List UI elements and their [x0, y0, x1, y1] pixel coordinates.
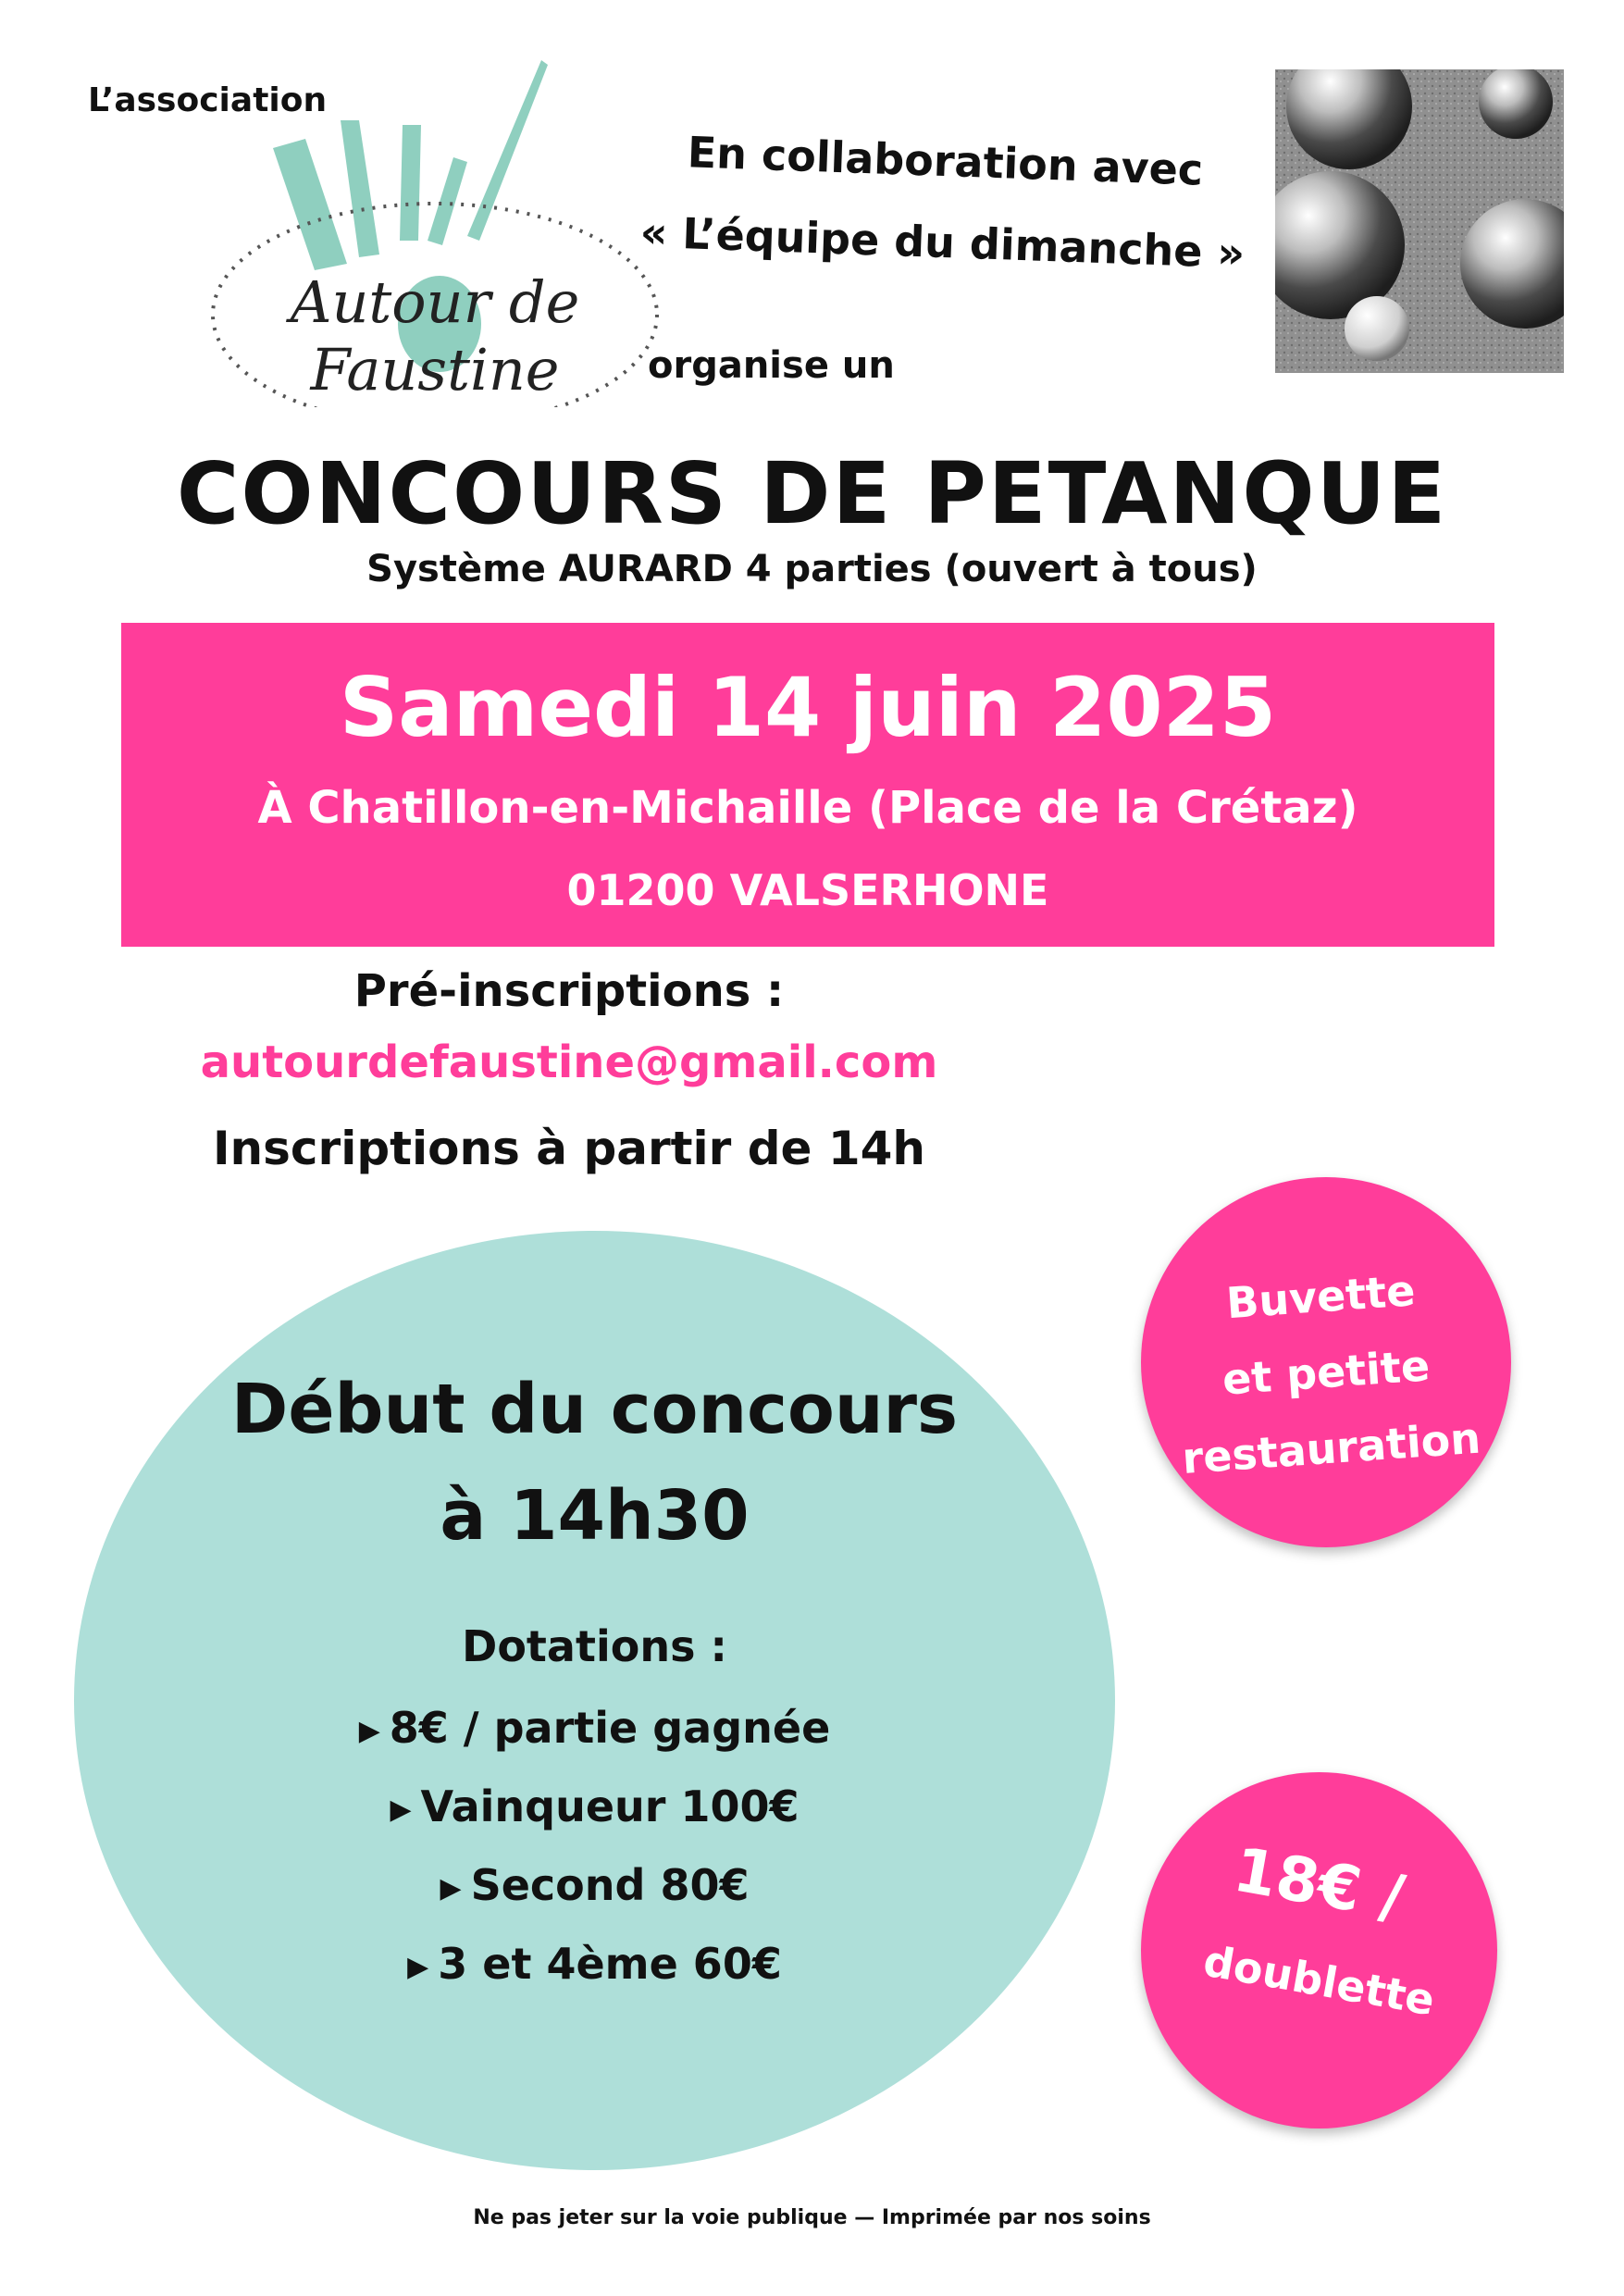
event-city: 01200 VALSERHONE	[566, 865, 1049, 915]
buvette-text	[1134, 1246, 1519, 1498]
triangle-right-icon: ▶	[407, 1951, 429, 1983]
contest-start-time: à 14h30	[440, 1476, 750, 1556]
organise-label: organise un	[648, 344, 895, 387]
registration-time: Inscriptions à partir de 14h	[212, 1122, 926, 1175]
event-date: Samedi 14 juin 2025	[339, 660, 1277, 755]
dotation-item: ▶ 3 et 4ème 60€	[407, 1939, 782, 1989]
footer-note: Ne pas jeter sur la voie publique — Imprimée par nos soins	[473, 2206, 1151, 2229]
buvette-line: restauration	[1180, 1412, 1482, 1483]
collaboration-line: En collaboration avec	[686, 127, 1205, 195]
price-unit: doublette	[1199, 1935, 1439, 2026]
event-banner	[121, 623, 1494, 947]
buvette-line: et petite	[1221, 1340, 1432, 1405]
collaboration-block	[608, 108, 1280, 294]
preregistration-label: Pré-inscriptions :	[353, 965, 785, 1017]
contact-email-link[interactable]: autourdefaustine@gmail.com	[200, 1036, 938, 1088]
buvette-line: Buvette	[1224, 1265, 1417, 1329]
contest-start-label: Début du concours	[230, 1370, 959, 1449]
page-title: CONCOURS DE PETANQUE	[176, 444, 1448, 543]
price-badge	[1141, 1772, 1497, 2128]
partner-name: « L’équipe du dimanche »	[638, 206, 1246, 279]
page-subtitle: Système AURARD 4 parties (ouvert à tous)	[366, 548, 1258, 590]
dotation-item: ▶ Vainqueur 100€	[390, 1781, 800, 1831]
triangle-right-icon: ▶	[440, 1872, 462, 1905]
event-place: À Chatillon-en-Michaille (Place de la Crétaz)	[257, 782, 1358, 834]
triangle-right-icon: ▶	[390, 1793, 412, 1826]
dotation-item: ▶ 8€ / partie gagnée	[358, 1703, 831, 1753]
dotations-label: Dotations :	[462, 1621, 727, 1671]
logo-text: Autour de Faustine	[290, 268, 580, 403]
petanque-photo	[1275, 69, 1564, 373]
association-label: L’association	[88, 81, 328, 119]
triangle-right-icon: ▶	[358, 1715, 380, 1747]
dotation-item: ▶ Second 80€	[440, 1860, 750, 1910]
price-amount: 18€ /	[1228, 1833, 1410, 1934]
petanque-balls-image	[1275, 69, 1564, 373]
buvette-badge	[1141, 1177, 1511, 1547]
